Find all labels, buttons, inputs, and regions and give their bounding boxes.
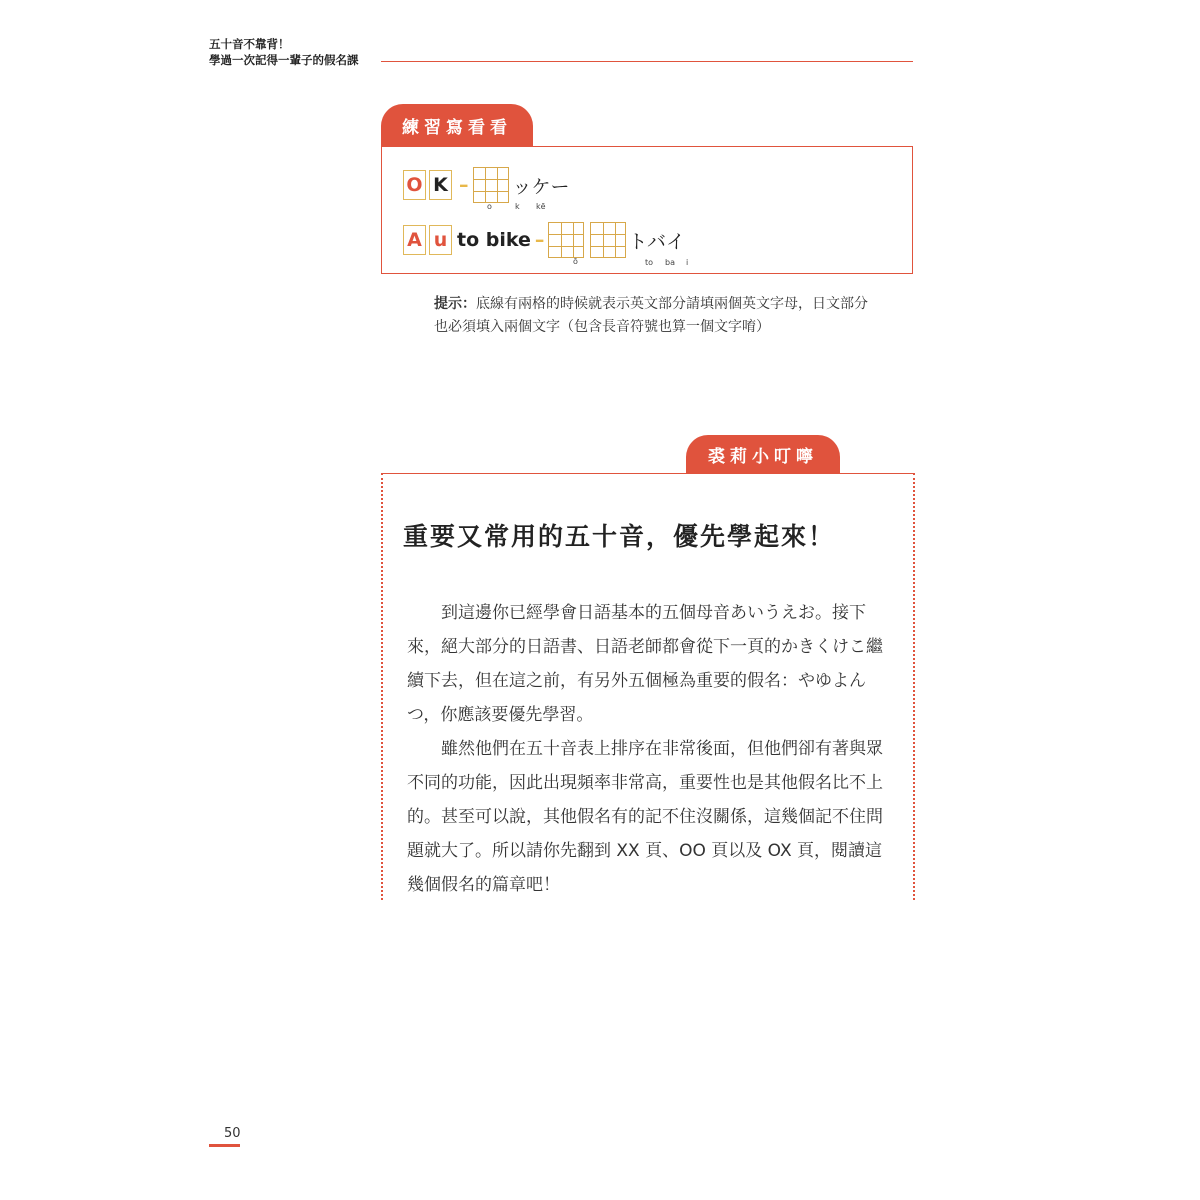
romaji: kē bbox=[536, 202, 546, 211]
english-word: to bike bbox=[457, 229, 531, 251]
hint-text bbox=[434, 293, 874, 339]
hint-label: 提示： bbox=[434, 296, 476, 312]
katakana-text: トバイ bbox=[628, 230, 686, 253]
book-title-line2: 學過一次記得一輩子的假名課 bbox=[209, 53, 359, 67]
letter-box-u: u bbox=[429, 225, 452, 255]
book-title bbox=[209, 36, 359, 68]
writing-grid[interactable] bbox=[473, 167, 509, 203]
letter-box-k: K bbox=[429, 170, 452, 200]
note-body bbox=[407, 596, 891, 902]
practice-row-ok bbox=[403, 168, 570, 202]
writing-grid[interactable] bbox=[548, 222, 584, 258]
hint-body: 底線有兩格的時候就表示英文部分請填兩個英文字母，日文部分也必須填入兩個文字（包含長音符號也算一個文字唷） bbox=[434, 296, 868, 335]
romaji: i bbox=[686, 258, 689, 267]
note-tab: 裘莉小叮嚀 bbox=[686, 435, 840, 473]
note-paragraph: 雖然他們在五十音表上排序在非常後面，但他們卻有著與眾不同的功能，因此出現頻率非常高，重要性也是其他假名比不上的。甚至可以說，其他假名有的記不住沒關係，這幾個記不住問題就大了。所以請你先翻到 XX 頁、OO 頁以及 OX 頁，閱讀這幾個假名的篇章吧！ bbox=[407, 739, 883, 895]
romaji: ō bbox=[573, 257, 578, 266]
page-number: 50 bbox=[224, 1126, 241, 1141]
romaji: k bbox=[515, 202, 520, 211]
letter-box-a: A bbox=[403, 225, 426, 255]
header-divider bbox=[381, 61, 913, 62]
katakana-text: ッケー bbox=[512, 175, 570, 198]
book-title-line1: 五十音不靠背！ bbox=[209, 37, 290, 51]
writing-grid[interactable] bbox=[590, 222, 626, 258]
romaji: o bbox=[487, 202, 492, 211]
romaji: to bbox=[645, 258, 654, 267]
practice-tab: 練習寫看看 bbox=[381, 104, 533, 146]
letter-box-o: O bbox=[403, 170, 426, 200]
practice-row-autobike bbox=[403, 222, 685, 258]
page-number-bar bbox=[209, 1144, 240, 1147]
romaji: ba bbox=[665, 258, 675, 267]
note-paragraph: 到這邊你已經學會日語基本的五個母音あいうえお。接下來，絕大部分的日語書、日語老師都會從下一頁的かきくけこ繼續下去，但在這之前，有另外五個極為重要的假名：やゆよんつ，你應該要優先學習。 bbox=[407, 603, 883, 725]
dash: – bbox=[459, 174, 469, 196]
dash: – bbox=[534, 229, 545, 251]
note-heading: 重要又常用的五十音，優先學起來！ bbox=[403, 522, 836, 551]
